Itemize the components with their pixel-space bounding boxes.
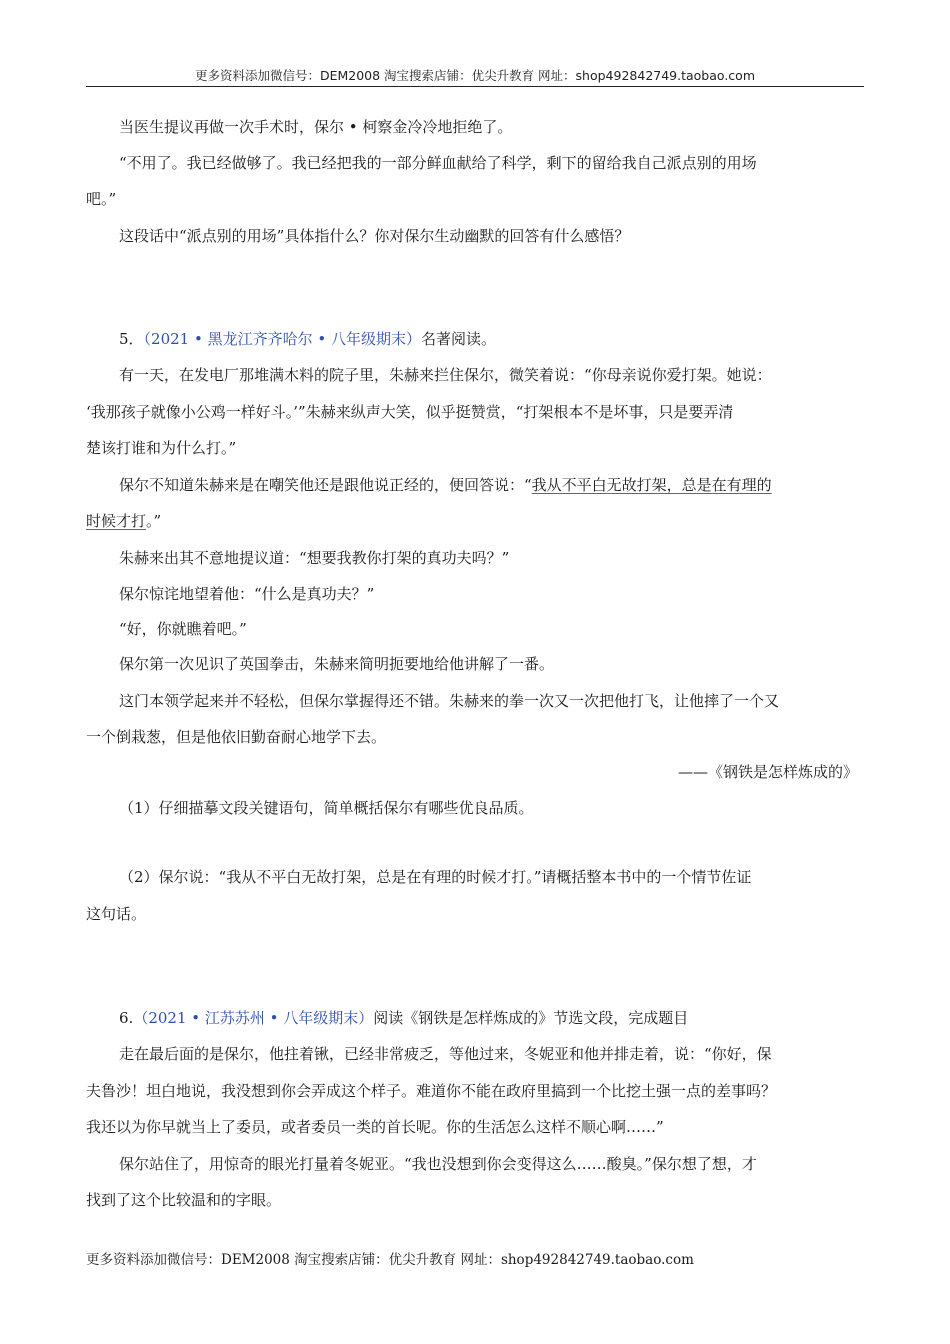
q5-paragraph-3: 朱赫来出其不意地提议道：“想要我教你打架的真功夫吗？” (119, 549, 510, 567)
q6-heading (119, 1007, 688, 1028)
q5-attribution: ——《钢铁是怎样炼成的》 (677, 763, 858, 781)
q5-paragraph-2a (119, 474, 772, 495)
q6-paragraph-1b: 夫鲁沙！坦白地说，我没想到你会弄成这个样子。难道你不能在政府里搞到一个比挖土强一点的差事吗？ (86, 1082, 777, 1100)
q5-paragraph-4: 保尔惊诧地望着他：“什么是真功夫？” (119, 585, 375, 603)
q6-paragraph-1a: 走在最后面的是保尔，他拄着锹，已经非常疲乏，等他过来，冬妮亚和他并排走着，说：“你好，保 (119, 1045, 772, 1063)
q5-p2a-underlined: 我从不平白无故打架，总是在有理的 (531, 476, 772, 494)
q5-number: 5． (119, 330, 144, 348)
q6-paragraph-2b: 找到了这个比较温和的字眼。 (86, 1191, 282, 1209)
header-rule (86, 86, 864, 87)
q6-paragraph-2a: 保尔站住了，用惊奇的眼光打量着冬妮亚。“我也没想到你会变得这么……酸臭。”保尔想了想，才 (119, 1155, 757, 1173)
q5-subquestion-2a: （2）保尔说：“我从不平白无故打架，总是在有理的时候才打。”请概括整本书中的一个情节佐证 (119, 868, 752, 886)
q6-title: 阅读《钢铁是怎样炼成的》节选文段，完成题目 (373, 1009, 689, 1027)
q5-paragraph-1c: 楚该打谁和为什么打。” (86, 439, 237, 457)
q5-paragraph-1a: 有一天，在发电厂那堆满木料的院子里，朱赫来拦住保尔，微笑着说：“你母亲说你爱打架。她说： (119, 366, 772, 384)
q4-question: 这段话中“派点别的用场”具体指什么？你对保尔生动幽默的回答有什么感悟？ (119, 227, 630, 245)
q5-paragraph-7a: 这门本领学起来并不轻松，但保尔掌握得还不错。朱赫来的拳一次又一次把他打飞，让他摔了一个又 (119, 692, 780, 710)
q6-number: 6. (119, 1009, 134, 1027)
q5-paragraph-5: “好，你就瞧着吧。” (119, 620, 247, 638)
q5-p2b-underlined: 时候才打 (86, 512, 147, 530)
q4-paragraph-2a: “不用了。我已经做够了。我已经把我的一部分鲜血献给了科学，剩下的留给我自己派点别的用场 (119, 154, 757, 172)
q5-subquestion-2b: 这句话。 (86, 905, 147, 923)
page-header: 更多资料添加微信号：DEM2008 淘宝搜索店铺：优尖升教育 网址：shop492842749.taobao.com (194, 68, 756, 83)
q5-source: （2021 • 黑龙江齐齐哈尔 • 八年级期末） (143, 330, 421, 348)
q5-paragraph-7b: 一个倒栽葱，但是他依旧勤奋耐心地学下去。 (86, 728, 387, 746)
q5-paragraph-6: 保尔第一次见识了英国拳击，朱赫来简明扼要地给他讲解了一番。 (119, 655, 555, 673)
q5-p2a-plain: 保尔不知道朱赫来是在嘲笑他还是跟他说正经的，便回答说：“ (119, 476, 532, 494)
q5-p2b-plain: 。” (146, 512, 162, 530)
q6-source: （2021 • 江苏苏州 • 八年级期末） (133, 1009, 374, 1027)
q5-title: 名著阅读。 (421, 330, 497, 348)
q5-subquestion-1: （1）仔细描摹文段关键语句，简单概括保尔有哪些优良品质。 (119, 799, 534, 817)
q5-paragraph-2b (86, 510, 161, 531)
q4-paragraph-1: 当医生提议再做一次手术时，保尔 • 柯察金冷冷地拒绝了。 (119, 118, 513, 136)
page-footer: 更多资料添加微信号：DEM2008 淘宝搜索店铺：优尖升教育 网址：shop492842749.taobao.com (86, 1252, 694, 1268)
q5-paragraph-1b: ‘我那孩子就像小公鸡一样好斗。’”朱赫来纵声大笑，似乎挺赞赏，“打架根本不是坏事，只是要弄清 (86, 403, 734, 421)
q6-paragraph-1c: 我还以为你早就当上了委员，或者委员一类的首长呢。你的生活怎么这样不顺心啊……” (86, 1118, 664, 1136)
q5-heading (119, 328, 496, 349)
q4-paragraph-2b: 吧。” (86, 190, 117, 208)
